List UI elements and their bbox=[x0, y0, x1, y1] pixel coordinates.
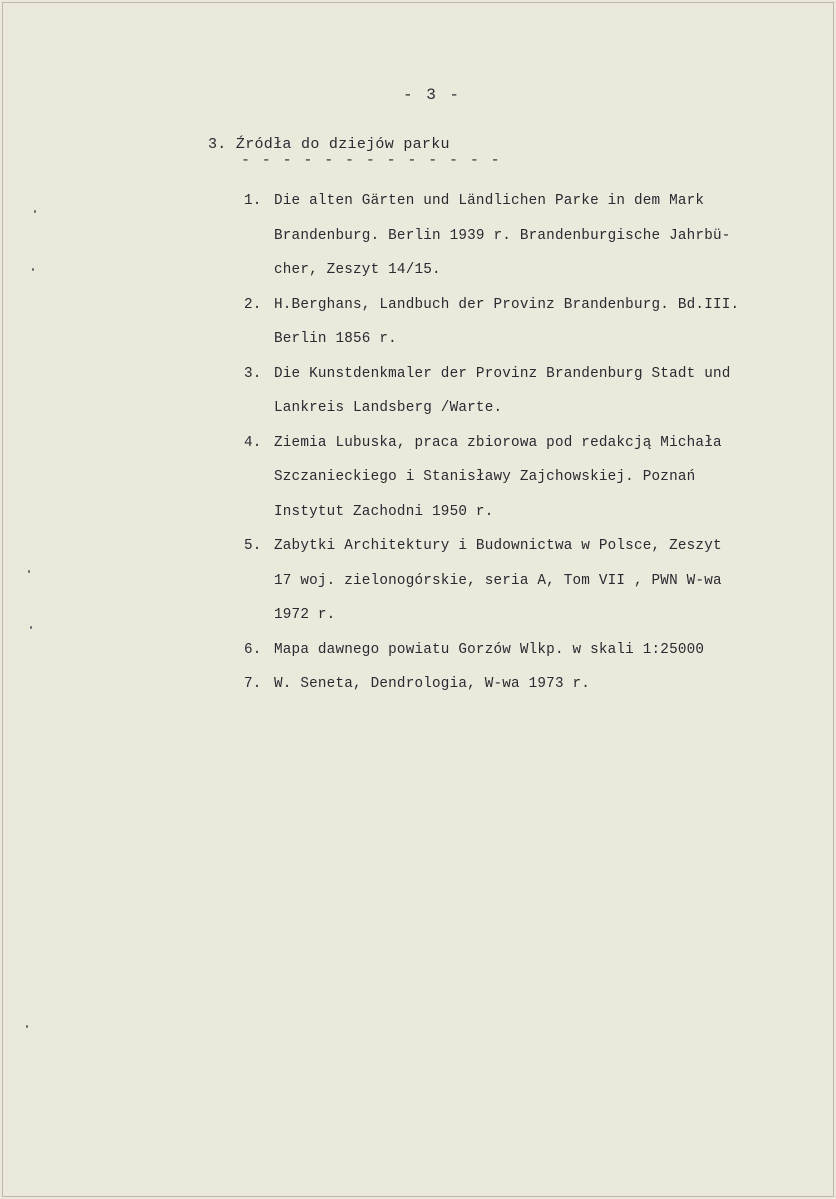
paper-speck bbox=[28, 570, 30, 573]
source-line: 17 woj. zielonogórskie, seria A, Tom VII , PWN W-wa bbox=[274, 572, 722, 589]
source-number: 5. bbox=[244, 538, 262, 554]
source-line: Ziemia Lubuska, praca zbiorowa pod redakcją Michała bbox=[274, 434, 722, 451]
source-line: H.Berghans, Landbuch der Provinz Brandenburg. Bd.III. bbox=[274, 296, 740, 313]
source-number: 7. bbox=[244, 676, 262, 692]
source-item bbox=[240, 357, 815, 426]
source-line: Zabytki Architektury i Budownictwa w Polsce, Zeszyt bbox=[274, 538, 722, 554]
source-line: Die Kunstdenkmaler der Provinz Brandenburg Stadt und bbox=[274, 365, 731, 382]
paper-speck bbox=[26, 1025, 28, 1028]
source-item bbox=[240, 184, 815, 288]
section-heading: 3. Źródła do dziejów parku bbox=[208, 136, 450, 153]
source-line: 1972 r. bbox=[274, 607, 336, 623]
paper-speck bbox=[32, 268, 34, 271]
source-line: W. Seneta, Dendrologia, W-wa 1973 r. bbox=[274, 676, 591, 692]
source-line: Lankreis Landsberg /Warte. bbox=[274, 400, 503, 416]
source-line: Berlin 1856 r. bbox=[274, 331, 397, 347]
source-number: 3. bbox=[244, 365, 262, 382]
source-number: 6. bbox=[244, 641, 262, 658]
source-number: 1. bbox=[244, 193, 262, 209]
source-line: Mapa dawnego powiatu Gorzów Wlkp. w skali 1:25000 bbox=[274, 641, 705, 658]
source-line: cher, Zeszyt 14/15. bbox=[274, 262, 441, 278]
source-item bbox=[240, 529, 815, 633]
page-number: - 3 - bbox=[402, 86, 461, 104]
source-number: 4. bbox=[244, 434, 262, 451]
paper-speck bbox=[34, 210, 36, 213]
paper-speck bbox=[30, 626, 32, 629]
source-line: Instytut Zachodni 1950 r. bbox=[274, 503, 494, 520]
source-item bbox=[240, 288, 815, 357]
sources-list bbox=[240, 184, 815, 702]
source-item bbox=[240, 633, 815, 668]
source-number: 2. bbox=[244, 296, 262, 313]
source-line: Brandenburg. Berlin 1939 r. Brandenburgische Jahrbü- bbox=[274, 227, 731, 244]
source-line: Szczanieckiego i Stanisławy Zajchowskiej. Poznań bbox=[274, 469, 696, 485]
section-underline: - - - - - - - - - - - - - bbox=[241, 152, 502, 169]
source-item bbox=[240, 426, 815, 530]
source-item bbox=[240, 667, 815, 702]
source-line: Die alten Gärten und Ländlichen Parke in dem Mark bbox=[274, 193, 705, 209]
